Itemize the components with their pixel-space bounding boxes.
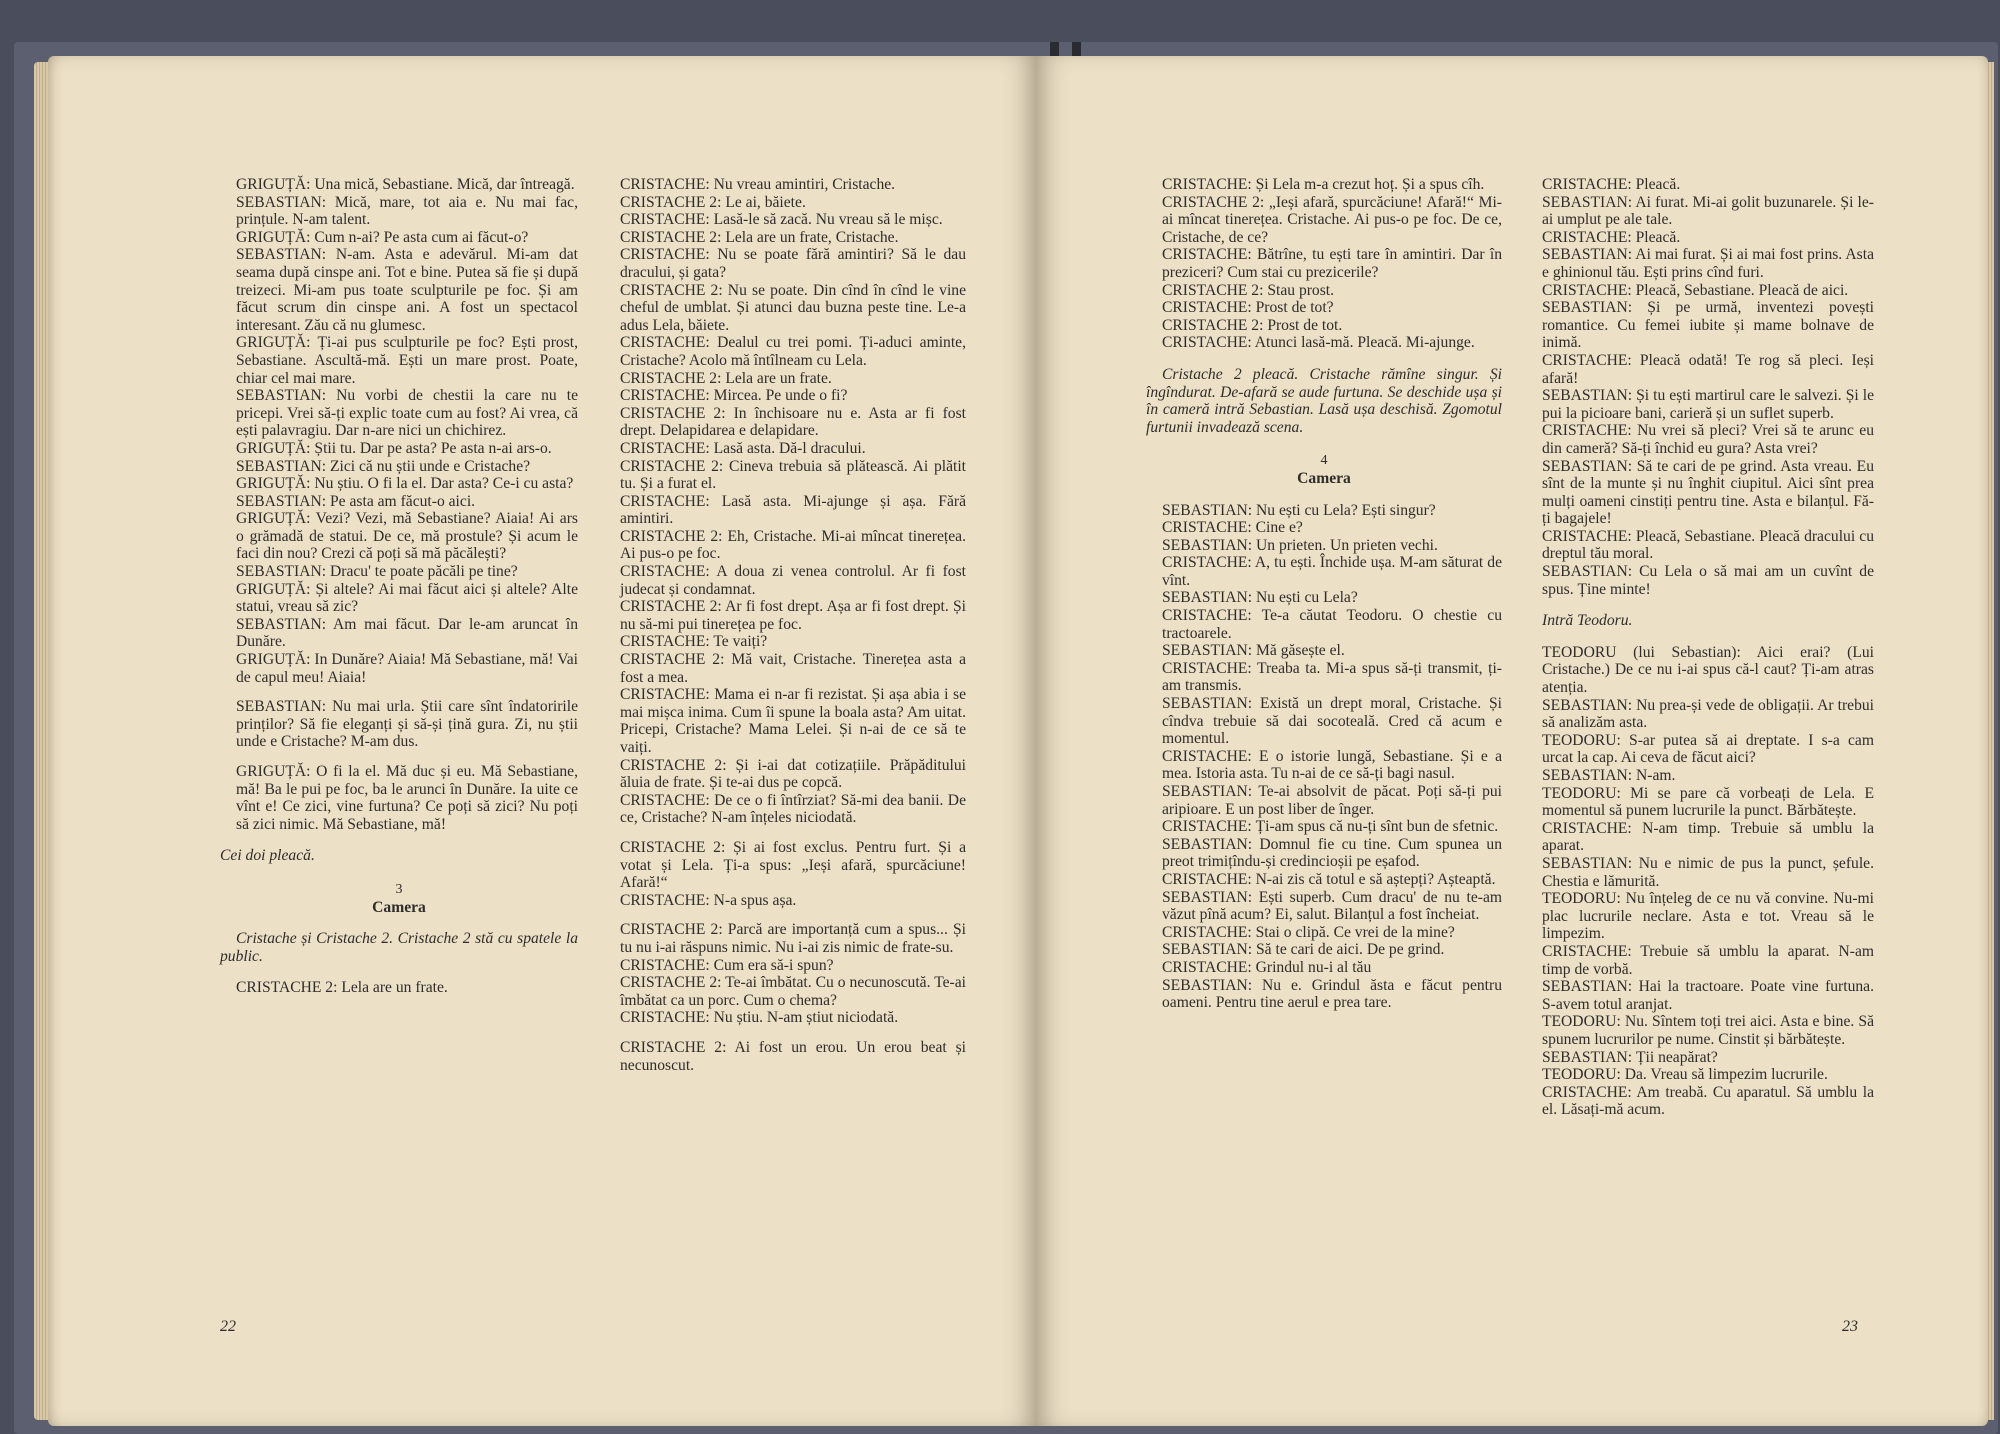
- dialogue-line: CRISTACHE: Nu vreau amintiri, Cristache.: [620, 176, 896, 193]
- book-cover: [14, 42, 1998, 1434]
- dialogue-line: GRIGUȚĂ: Nu știu. O fi la el. Dar asta? Ce-i cu asta?: [236, 475, 574, 493]
- dialogue-line: SEBASTIAN: Nu vorbi de chestii la care nu te pricepi. Vrei să-ți explic toate cum au fost? Ai vrea, că ești palavragiu. Dar n-are nici un chichirez.: [236, 387, 578, 440]
- dialogue-line: CRISTACHE: Dealul cu trei pomi. Ți-aduci aminte, Cristache? Acolo mă întîlneam cu Lela.: [620, 334, 966, 369]
- dialogue-line: TEODORU (lui Sebastian): Aici erai? (Lui Cristache.) De ce nu i-ai spus că-l caut? Ți-am atras atenția.: [1542, 643, 1874, 697]
- dialogue-line: CRISTACHE 2: Nu se poate. Din cînd în cînd le vine cheful de umblat. Și atunci dau buzna peste tine. Le-a adus Lela, băiete.: [620, 281, 966, 334]
- dialogue-line: TEODORU: Mi se pare că vorbeați de Lela. E momentul să punem lucrurile la punct. Bărbătește.: [1542, 784, 1874, 820]
- left-page-column-1: [220, 176, 578, 997]
- scene-number: 4: [1320, 453, 1328, 469]
- dialogue-line: SEBASTIAN: Zici că nu știi unde e Cristache?: [236, 457, 531, 475]
- right-page-column-1: [1146, 176, 1502, 1012]
- dialogue-line: GRIGUȚĂ: O fi la el. Mă duc și eu. Mă Sebastiane, mă! Ba le pui pe foc, ba le arunci în Dunăre. Ia uite ce vînt e! Ce zici, vine furtuna? Ce poți să zici? Nu poți să zici nimic. Mă Sebastiane, mă!: [236, 763, 578, 833]
- dialogue-line: CRISTACHE: Prost de tot?: [1162, 299, 1334, 317]
- dialogue-line: SEBASTIAN: Ești superb. Cum dracu' de nu te-am văzut pînă acum? Ei, salut. Bilanțul a fost încheiat.: [1162, 888, 1502, 924]
- dialogue-line: CRISTACHE: Treaba ta. Mi-a spus să-ți transmit, ți-am transmis.: [1162, 659, 1502, 695]
- dialogue-line: SEBASTIAN: Cu Lela o să mai am un cuvînt de spus. Ține minte!: [1542, 563, 1874, 598]
- page-number-right: 23: [1842, 1318, 1858, 1335]
- dialogue-line: CRISTACHE: Și Lela m-a crezut hoț. Și a spus cîh.: [1162, 176, 1485, 193]
- spacer: [220, 751, 578, 763]
- dialogue-line: CRISTACHE: Stai o clipă. Ce vrei de la mine?: [1162, 923, 1455, 941]
- dialogue-line: CRISTACHE: Lasă-le să zacă. Nu vreau să le mișc.: [620, 211, 943, 229]
- dialogue-line: TEODORU: Nu. Sîntem toți trei aici. Asta e bine. Să spunem lucrurilor pe nume. Cinstit și bărbătește.: [1542, 1013, 1874, 1048]
- dialogue-line: CRISTACHE: Pleacă.: [1542, 228, 1681, 246]
- dialogue-line: SEBASTIAN: Și pe urmă, inventezi povești romantice. Cu femei iubite și mame bolnave de inimă.: [1542, 299, 1874, 352]
- dialogue-line: CRISTACHE 2: Prost de tot.: [1162, 316, 1343, 334]
- dialogue-line: CRISTACHE: Pleacă.: [1542, 176, 1681, 193]
- spacer: [604, 827, 966, 839]
- dialogue-line: CRISTACHE: Nu vrei să pleci? Vrei să te arunc eu din cameră? Să-ți închid eu gura? Asta vrei?: [1542, 422, 1874, 457]
- dialogue-line: CRISTACHE 2: Lela are un frate, Cristache.: [620, 228, 899, 246]
- dialogue-line: CRISTACHE: Nu se poate fără amintiri? Să le dau dracului, și gata?: [620, 246, 966, 281]
- dialogue-line: SEBASTIAN: Există un drept moral, Cristache. Și cîndva trebuie să dai socoteală. Cred că acum e momentul.: [1162, 695, 1502, 748]
- dialogue-line: CRISTACHE 2: Și i-ai dat cotizațiile. Prăpăditului ăluia de frate. Și te-ai dus pe copcă.: [620, 756, 966, 792]
- dialogue-line: SEBASTIAN: Nu e. Grindul ăsta e făcut pentru oameni. Pentru tine aerul e prea tare.: [1162, 976, 1502, 1012]
- dialogue-line: CRISTACHE: Cum era să-i spun?: [620, 956, 834, 974]
- dialogue-line: CRISTACHE 2: Le ai, băiete.: [620, 193, 806, 211]
- dialogue-line: SEBASTIAN: N-am. Asta e adevărul. Mi-am dat seama după cinspe ani. Tot e bine. Putea să fie și după treizeci. Mi-am pus toate sculpturile pe foc. Și am făcut scrum din cinspe ani. A fost un spectacol interesant. Zău că nu glumesc.: [236, 246, 578, 334]
- dialogue-line: CRISTACHE 2: In închisoare nu e. Asta ar fi fost drept. Delapidarea e delapidare.: [620, 404, 966, 440]
- dialogue-line: CRISTACHE: Lasă asta. Mi-ajunge și așa. Fără amintiri.: [620, 492, 966, 528]
- dialogue-line: SEBASTIAN: Am mai făcut. Dar le-am aruncat în Dunăre.: [236, 615, 578, 651]
- dialogue-line: GRIGUȚĂ: Ți-ai pus sculpturile pe foc? Ești prost, Sebastiane. Ascultă-mă. Ești un mare prost. Poate, chiar cel mai mare.: [236, 334, 578, 387]
- dialogue-line: SEBASTIAN: Nu mai urla. Știi care sînt îndatoririle prinților? Să fie eleganți și să-și țină gura. Zi, nu știi unde e Cristache? M-am dus.: [236, 698, 578, 751]
- dialogue-line: CRISTACHE 2: „Ieși afară, spurcăciune! Afară!“ Mi-ai mîncat tinerețea. Cristache. Ai pus-o pe foc. De ce, Cristache, de ce?: [1162, 193, 1502, 246]
- dialogue-line: CRISTACHE 2: Lela are un frate.: [620, 369, 832, 387]
- dialogue-line: SEBASTIAN: Un prieten. Un prieten vechi.: [1162, 536, 1438, 554]
- dialogue-line: TEODORU: S-ar putea să ai dreptate. I s-a cam urcat la cap. Ai ceva de făcut aici?: [1542, 731, 1874, 767]
- dialogue-line: GRIGUȚĂ: Și altele? Ai mai făcut aici și altele? Alte statui, vreau să zic?: [236, 580, 578, 616]
- dialogue-line: SEBASTIAN: Ții neapărat?: [1542, 1048, 1718, 1066]
- scene-number: 3: [395, 881, 403, 897]
- dialogue-line: GRIGUȚĂ: Cum n-ai? Pe asta cum ai făcut-o?: [236, 228, 529, 246]
- dialogue-line: CRISTACHE: Pleacă, Sebastiane. Pleacă dracului cu dreptul tău moral.: [1542, 527, 1874, 563]
- dialogue-line: GRIGUȚĂ: Știi tu. Dar pe asta? Pe asta n-ai ars-o.: [236, 439, 552, 457]
- dialogue-line: SEBASTIAN: N-am.: [1542, 767, 1676, 784]
- dialogue-line: SEBASTIAN: Domnul fie cu tine. Cum spunea un preot trimițîndu-și credincioșii pe eșafod.: [1162, 835, 1502, 871]
- dialogue-line: SEBASTIAN: Te-ai absolvit de păcat. Poți să-ți pui aripioare. E un post liber de înger.: [1162, 783, 1502, 818]
- dialogue-line: SEBASTIAN: Ai furat. Mi-ai golit buzunarele. Și le-ai umplut pe ale tale.: [1542, 193, 1874, 229]
- spacer: [604, 1027, 966, 1039]
- stage-direction: Cristache și Cristache 2. Cristache 2 stă cu spatele la public.: [220, 930, 578, 965]
- dialogue-line: CRISTACHE: N-a spus așa.: [620, 891, 797, 909]
- left-page: [48, 56, 1036, 1426]
- spacer: [220, 686, 578, 698]
- dialogue-line: TEODORU: Nu înțeleg de ce nu vă convine. Nu-mi plac lucrurile neclare. Asta e tot. Vreau să le limpezim.: [1542, 890, 1874, 943]
- right-page-column-2: [1526, 176, 1874, 1119]
- dialogue-line: CRISTACHE: E o istorie lungă, Sebastiane. Și e a mea. Istoria asta. Tu n-ai de ce să-ți bagi nasul.: [1162, 747, 1502, 783]
- dialogue-line: CRISTACHE: Grindul nu-i al tău: [1162, 958, 1372, 976]
- dialogue-line: CRISTACHE 2: Ai fost un erou. Un erou beat și necunoscut.: [620, 1038, 966, 1074]
- dialogue-line: CRISTACHE: Ți-am spus că nu-ți sînt bun de sfetnic.: [1162, 818, 1499, 836]
- dialogue-line: SEBASTIAN: Nu prea-și vede de obligații. Ar trebui să analizăm asta.: [1542, 696, 1874, 732]
- dialogue-line: CRISTACHE: Lasă asta. Dă-l dracului.: [620, 439, 866, 457]
- stage-direction: Cristache 2 pleacă. Cristache rămîne singur. Și îngîndurat. De-afară se aude furtuna. Se deschide ușa și în cameră intră Sebastian. Lasă ușa deschisă. Zgomotul furtunii invadează scena.: [1146, 365, 1502, 436]
- dialogue-line: CRISTACHE: A doua zi venea controlul. Ar fi fost judecat și condamnat.: [620, 563, 966, 598]
- dialogue-line: CRISTACHE 2: Eh, Cristache. Mi-ai mîncat tinerețea. Ai pus-o pe foc.: [620, 527, 966, 563]
- scene-title: Camera: [1297, 469, 1351, 487]
- dialogue-line: CRISTACHE: Bătrîne, tu ești tare în amintiri. Dar în preziceri? Cum stai cu prezicerile?: [1162, 246, 1502, 281]
- dialogue-line: CRISTACHE 2: Lela are un frate.: [236, 979, 448, 997]
- stage-direction: Intră Teodoru.: [1542, 612, 1633, 630]
- left-page-column-2: [604, 176, 966, 1074]
- dialogue-line: CRISTACHE 2: Parcă are importanță cum a spus... Și tu nu i-ai răspuns nimic. Nu i-ai zis nimic de frate-su.: [620, 921, 966, 956]
- dialogue-line: CRISTACHE: Pleacă odată! Te rog să pleci. Ieși afară!: [1542, 351, 1874, 387]
- dialogue-line: CRISTACHE: Mama ei n-ar fi rezistat. Și așa abia i se mai mișca inima. Cum îi spune la boala asta? Am uitat. Pricepi, Cristache? Mama Lelei. Și n-ai de ce să te vaiți.: [620, 686, 966, 756]
- dialogue-line: CRISTACHE 2: Și ai fost exclus. Pentru furt. Și a votat și Lela. Ți-a spus: „Ieși afară, spurcăciune! Afară!“: [620, 838, 966, 892]
- dialogue-line: SEBASTIAN: Nu ești cu Lela? Ești singur?: [1162, 501, 1436, 519]
- dialogue-line: CRISTACHE: Nu știu. N-am știut niciodată.: [620, 1009, 899, 1027]
- dialogue-line: SEBASTIAN: Nu ești cu Lela?: [1162, 589, 1358, 607]
- dialogue-line: SEBASTIAN: Să te cari de aici. De pe grind.: [1162, 941, 1445, 959]
- dialogue-line: SEBASTIAN: Pe asta am făcut-o aici.: [236, 492, 476, 510]
- dialogue-line: TEODORU: Da. Vreau să limpezim lucrurile.: [1542, 1066, 1828, 1084]
- dialogue-line: GRIGUȚĂ: Vezi? Vezi, mă Sebastiane? Aiaia! Ai ars o grămadă de statui. De ce, mă prostule? Și acum le faci din nou? Crezi că poți să mă păcălești?: [236, 510, 578, 563]
- dialogue-line: CRISTACHE: Am treabă. Cu aparatul. Să umblu la el. Lăsați-mă acum.: [1542, 1083, 1874, 1119]
- dialogue-line: SEBASTIAN: Hai la tractoare. Poate vine furtuna. S-avem totul aranjat.: [1542, 978, 1874, 1013]
- dialogue-line: CRISTACHE: Te-a căutat Teodoru. O chestie cu tractoarele.: [1162, 607, 1502, 642]
- dialogue-line: CRISTACHE 2: Mă vait, Cristache. Tinerețea asta a fost a mea.: [620, 651, 966, 686]
- dialogue-line: CRISTACHE: Mircea. Pe unde o fi?: [620, 387, 848, 405]
- dialogue-line: SEBASTIAN: Ai mai furat. Și ai mai fost prins. Asta e ghinionul tău. Ești prins cînd furi.: [1542, 246, 1874, 281]
- dialogue-line: CRISTACHE 2: Cineva trebuia să plătească. Ai plătit tu. Și a furat el.: [620, 457, 966, 493]
- dialogue-line: SEBASTIAN: Dracu' te poate păcăli pe tine?: [236, 563, 518, 581]
- dialogue-line: SEBASTIAN: Mică, mare, tot aia e. Nu mai fac, prințule. N-am talent.: [236, 193, 578, 229]
- dialogue-line: CRISTACHE: Atunci lasă-mă. Pleacă. Mi-ajunge.: [1162, 334, 1475, 352]
- stage-direction: Cei doi pleacă.: [220, 847, 315, 865]
- dialogue-line: CRISTACHE 2: Te-ai îmbătat. Cu o necunoscută. Te-ai îmbătat ca un porc. Cum o chema?: [620, 974, 966, 1009]
- dialogue-line: CRISTACHE: N-ai zis că totul e să aștepți? Așteaptă.: [1162, 870, 1496, 888]
- dialogue-line: CRISTACHE: Trebuie să umblu la aparat. N-am timp de vorbă.: [1542, 942, 1874, 978]
- right-page: [1036, 56, 1988, 1426]
- dialogue-line: CRISTACHE 2: Stau prost.: [1162, 281, 1335, 299]
- dialogue-line: CRISTACHE: Te vaiți?: [620, 633, 768, 651]
- dialogue-line: SEBASTIAN: Să te cari de pe grind. Asta vreau. Eu sînt de la munte și nu înghit ciupitul. Aici sînt prea mulți oameni cinstiți pentru tine. Asta e bilanțul. Fă-ți bagajele!: [1542, 457, 1874, 528]
- dialogue-line: CRISTACHE: N-am timp. Trebuie să umblu la aparat.: [1542, 819, 1874, 855]
- dialogue-line: CRISTACHE: Cine e?: [1162, 519, 1303, 537]
- page-number-left: 22: [220, 1318, 236, 1335]
- dialogue-line: CRISTACHE 2: Ar fi fost drept. Așa ar fi fost drept. Și nu să-mi pui tinerețea pe foc.: [620, 598, 966, 633]
- dialogue-line: CRISTACHE: De ce o fi întîrziat? Să-mi dea banii. De ce, Cristache? N-am înțeles niciodată.: [620, 791, 966, 827]
- dialogue-line: SEBASTIAN: Mă găsește el.: [1162, 642, 1345, 660]
- scene-title: Camera: [372, 898, 426, 916]
- dialogue-line: GRIGUȚĂ: Una mică, Sebastiane. Mică, dar întreagă.: [236, 176, 575, 193]
- dialogue-line: CRISTACHE: A, tu ești. Închide ușa. M-am săturat de vînt.: [1162, 554, 1502, 589]
- dialogue-line: SEBASTIAN: Nu e nimic de pus la punct, șefule. Chestia e lămurită.: [1542, 854, 1874, 890]
- dialogue-line: SEBASTIAN: Și tu ești martirul care le salvezi. Și le pui la picioare bani, carieră și un suflet superb.: [1542, 387, 1874, 422]
- dialogue-line: GRIGUȚĂ: In Dunăre? Aiaia! Mă Sebastiane, mă! Vai de capul meu! Aiaia!: [236, 651, 578, 686]
- dialogue-line: CRISTACHE: Pleacă, Sebastiane. Pleacă de aici.: [1542, 281, 1849, 299]
- spacer: [604, 909, 966, 921]
